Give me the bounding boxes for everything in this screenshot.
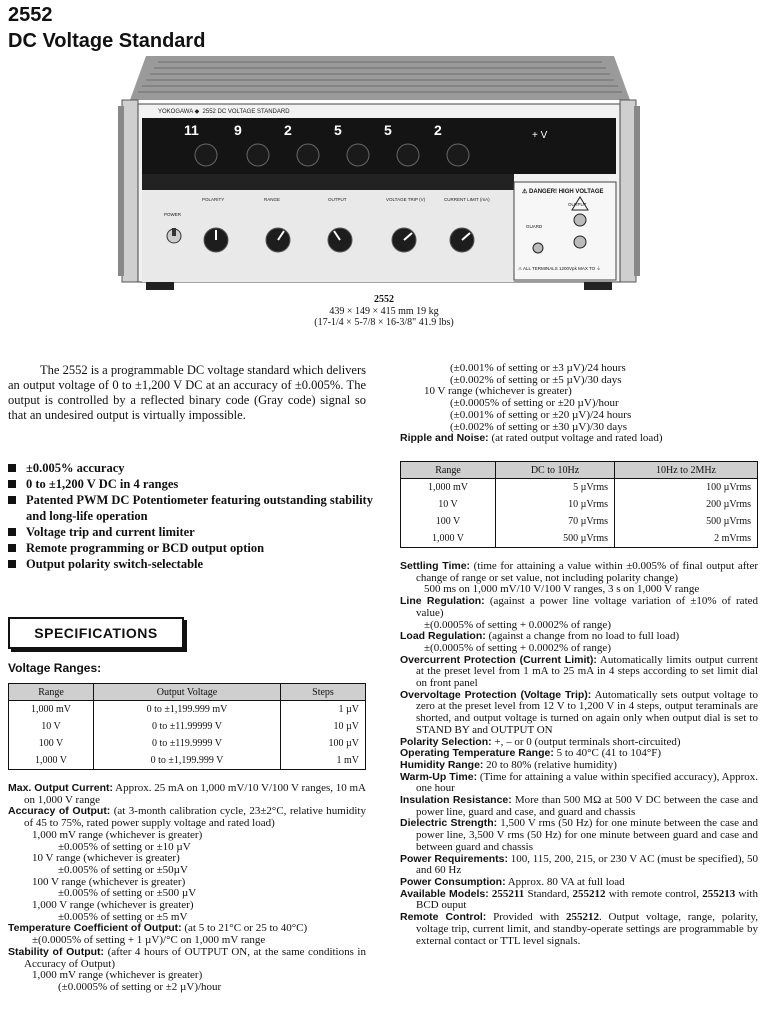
unit-display: + V bbox=[532, 130, 548, 141]
table-header: DC to 10Hz bbox=[496, 462, 615, 479]
table-cell: 1,000 mV bbox=[401, 479, 496, 497]
spec-line-regulation: Line Regulation: (against a power line voltage variation of ±10% of rated value) bbox=[400, 595, 759, 619]
spec-line: (±0.001% of setting or ±20 µV)/24 hours bbox=[450, 408, 632, 421]
spec-line: 500 ms on 1,000 mV/10 V/100 V ranges, 3 s on 1,000 V range bbox=[424, 583, 700, 596]
knob-label: POLARITY bbox=[202, 197, 225, 202]
table-row bbox=[401, 496, 758, 513]
spec-line: (±0.001% of setting or ±3 µV)/24 hours bbox=[450, 362, 626, 374]
table-cell: 10 V bbox=[9, 718, 94, 735]
spec-line: ±(0.0005% of setting + 0.0002% of range) bbox=[424, 641, 611, 654]
table-cell: 1,000 mV bbox=[9, 701, 94, 719]
output-label: OUTPUT bbox=[568, 202, 587, 207]
spec-warmup: Warm-Up Time: (Time for attaining a value within specified accuracy), Approx. one hour bbox=[400, 770, 758, 795]
spec-line: ±0.005% of setting or ±500 µV bbox=[58, 887, 197, 900]
spec-accuracy: Accuracy of Output: (at 3-month calibration cycle, 23±2°C, relative humidity of 45 to 75%, rated power supply voltage and rated load) bbox=[8, 805, 366, 830]
knob-labels bbox=[178, 197, 498, 207]
intro-paragraph: The 2552 is a programmable DC voltage standard which delivers an output voltage of 0 to ±1,200 V DC at an accuracy of ±0.005%. The output is controlled by a reflected binary code (Gray code) signal so that an undesired output is virtually impossible. bbox=[8, 363, 366, 422]
ripple-noise-table bbox=[400, 461, 758, 548]
spec-line: 1,000 mV range (whichever is greater) bbox=[32, 828, 203, 841]
spec-operating-temp: Operating Temperature Range: 5 to 40°C (41 to 104°F) bbox=[400, 747, 662, 760]
display-digit: 2 bbox=[434, 122, 442, 138]
feature-list bbox=[8, 460, 378, 572]
model-number: 2552 bbox=[8, 4, 53, 26]
danger-label: ⚠ DANGER! HIGH VOLTAGE bbox=[522, 189, 604, 195]
display-digit: 5 bbox=[334, 122, 342, 138]
table-cell: 10 V bbox=[401, 496, 496, 513]
table-row bbox=[401, 513, 758, 530]
spec-line: 10 V range (whichever is greater) bbox=[424, 385, 572, 398]
table-cell: 1 mV bbox=[281, 752, 366, 770]
knob-label: CURRENT LIMIT (mA) bbox=[444, 197, 490, 202]
spec-line: 10 V range (whichever is greater) bbox=[32, 852, 180, 865]
spec-overvoltage: Overvoltage Protection (Voltage Trip): Automatically sets output voltage to zero at the preset level from 12 V to 1,200 V in 4 steps, output teraminals are shorted, and output voltage is turned on again only when output dial is set to STAND BY and OUTPUT ON bbox=[400, 688, 758, 736]
terminals-label: ⚠ ALL TERMINALS 1200Vpk MAX TO ⏚ bbox=[518, 266, 601, 271]
caption-model: 2552 bbox=[374, 294, 394, 305]
table-cell: 500 µVrms bbox=[496, 530, 615, 548]
spec-line: 100 V range (whichever is greater) bbox=[32, 875, 186, 888]
table-cell: 0 to ±1,199.999 mV bbox=[94, 701, 281, 719]
table-row bbox=[401, 530, 758, 548]
table-cell: 1 µV bbox=[281, 701, 366, 719]
brand-logo: YOKOGAWA ◆ 2552 DC VOLTAGE STANDARD bbox=[158, 109, 290, 115]
spec-humidity: Humidity Range: 20 to 80% (relative humidity) bbox=[400, 758, 617, 771]
display-digit: 9 bbox=[234, 122, 242, 138]
spec-line: ±0.005% of setting or ±50µV bbox=[58, 863, 188, 876]
table-cell: 0 to ±11.99999 V bbox=[94, 718, 281, 735]
spec-line: 1,000 V range (whichever is greater) bbox=[32, 899, 194, 912]
voltage-ranges-heading: Voltage Ranges: bbox=[8, 661, 102, 675]
table-cell: 0 to ±1,199.999 V bbox=[94, 752, 281, 770]
table-cell: 100 µVrms bbox=[615, 479, 758, 497]
feature-item: 0 to ±1,200 V DC in 4 ranges bbox=[8, 476, 378, 492]
table-cell: 100 V bbox=[401, 513, 496, 530]
table-cell: 500 µVrms bbox=[615, 513, 758, 530]
spec-overcurrent: Overcurrent Protection (Current Limit): Automatically limits output current at the preset level from 1 mA to 25 mA in 4 steps according to set limit dial on front panel bbox=[400, 653, 758, 690]
spec-line: ±(0.0005% of setting + 1 µV)/°C on 1,000 mV range bbox=[32, 934, 266, 947]
instrument-chassis bbox=[118, 52, 640, 290]
table-cell: 1,000 V bbox=[401, 530, 496, 548]
knob-label: OUTPUT bbox=[328, 197, 347, 202]
spec-max-current: Max. Output Current: Approx. 25 mA on 1,000 mV/10 V/100 V ranges, 10 mA on 1,000 V range bbox=[8, 782, 367, 806]
table-row bbox=[9, 735, 366, 752]
table-cell: 10 µV bbox=[281, 718, 366, 735]
spec-line: (±0.002% of setting or ±5 µV)/30 days bbox=[450, 373, 622, 386]
table-header: 10Hz to 2MHz bbox=[615, 462, 758, 479]
table-row bbox=[9, 718, 366, 735]
table-cell: 2 mVrms bbox=[615, 530, 758, 548]
spec-tempco: Temperature Coefficient of Output: (at 5 to 21°C or 25 to 40°C) bbox=[8, 922, 308, 935]
table-cell: 200 µVrms bbox=[615, 496, 758, 513]
voltage-ranges-table bbox=[8, 683, 366, 770]
table-cell: 100 µV bbox=[281, 735, 366, 752]
spec-line: (±0.002% of setting or ±30 µV)/30 days bbox=[450, 420, 627, 433]
spec-models: Available Models: 255211 Standard, 255212 with remote control, 255213 with BCD ouput bbox=[400, 887, 758, 912]
table-cell: 100 V bbox=[9, 735, 94, 752]
table-row bbox=[401, 479, 758, 497]
spec-line: 1,000 mV range (whichever is greater) bbox=[32, 969, 203, 982]
display-digit: 11 bbox=[184, 122, 199, 138]
table-header: Range bbox=[401, 462, 496, 479]
feature-item: Remote programming or BCD output option bbox=[8, 540, 378, 556]
table-cell: 1,000 V bbox=[9, 752, 94, 770]
display-digit: 5 bbox=[384, 122, 392, 138]
digit-display bbox=[184, 122, 474, 142]
table-cell: 5 µVrms bbox=[496, 479, 615, 497]
spec-polarity: Polarity Selection: +, – or 0 (output terminals short-circuited) bbox=[400, 735, 681, 748]
table-header: Steps bbox=[281, 684, 366, 701]
feature-item: Patented PWM DC Potentiometer featuring outstanding stability and long-life operation bbox=[8, 492, 378, 524]
table-header: Range bbox=[9, 684, 94, 701]
table-row bbox=[9, 752, 366, 770]
specifications-heading: SPECIFICATIONS bbox=[8, 617, 184, 649]
feature-item: Voltage trip and current limiter bbox=[8, 524, 378, 540]
instrument-photo bbox=[118, 52, 640, 290]
spec-remote: Remote Control: Provided with 255212. Output voltage, range, polarity, voltage trip, current limit, and standby-operate settings are programmable by external contact or TTL level signals. bbox=[400, 911, 758, 947]
feature-item: Output polarity switch-selectable bbox=[8, 556, 378, 572]
guard-label: GUARD bbox=[526, 224, 543, 229]
spec-insulation: Insulation Resistance: More than 500 MΩ at 500 V DC between the case and power line, guard and case, and guard and chassis bbox=[400, 794, 758, 818]
caption-dims-metric: 439 × 149 × 415 mm 19 kg bbox=[329, 306, 439, 317]
table-header: Output Voltage bbox=[94, 684, 281, 701]
page-title: DC Voltage Standard bbox=[8, 30, 206, 52]
table-cell: 70 µVrms bbox=[496, 513, 615, 530]
spec-line: (±0.0005% of setting or ±20 µV)/hour bbox=[450, 397, 619, 410]
spec-stability: Stability of Output: (after 4 hours of OUTPUT ON, at the same conditions in Accuracy of Output) bbox=[8, 945, 366, 970]
display-digit: 2 bbox=[284, 122, 292, 138]
spec-line: ±0.005% of setting or ±5 mV bbox=[58, 910, 188, 923]
spec-power-consumption: Power Consumption: Approx. 80 VA at full load bbox=[400, 875, 625, 888]
caption-dims-imperial: (17-1/4 × 5-7/8 × 16-3/8" 41.9 lbs) bbox=[314, 317, 454, 328]
table-row bbox=[9, 701, 366, 719]
table-cell: 10 µVrms bbox=[496, 496, 615, 513]
spec-line: (±0.0005% of setting or ±2 µV)/hour bbox=[58, 980, 222, 993]
spec-load-regulation: Load Regulation: (against a change from no load to full load) bbox=[400, 630, 680, 643]
spec-settling: Settling Time: (time for attaining a value within ±0.005% of final output after change of range or set value, not including polarity change) bbox=[400, 560, 759, 584]
left-specs bbox=[8, 783, 366, 994]
spec-ripple: Ripple and Noise: (at rated output voltage and rated load) bbox=[400, 432, 663, 445]
spec-line: ±0.005% of setting or ±10 µV bbox=[58, 840, 191, 853]
spec-power-req: Power Requirements: 100, 115, 200, 215, or 230 V AC (must be specified), 50 and 60 Hz bbox=[400, 852, 758, 877]
right-specs bbox=[400, 561, 758, 947]
spec-dielectric: Dielectric Strength: 1,500 V rms (50 Hz) for one minute between the case and power line, 3,500 V rms (50 Hz) for one minute between guard and case and between guard and chassis bbox=[400, 817, 758, 853]
right-top-specs bbox=[400, 363, 758, 445]
spec-line: ±(0.0005% of setting + 0.0002% of range) bbox=[424, 618, 611, 631]
knob-label: RANGE bbox=[264, 197, 281, 202]
power-label: POWER bbox=[164, 212, 182, 217]
knob-label: VOLTAGE TRIP (V) bbox=[386, 197, 426, 202]
table-cell: 0 to ±119.9999 V bbox=[94, 735, 281, 752]
feature-item: ±0.005% accuracy bbox=[8, 460, 378, 476]
